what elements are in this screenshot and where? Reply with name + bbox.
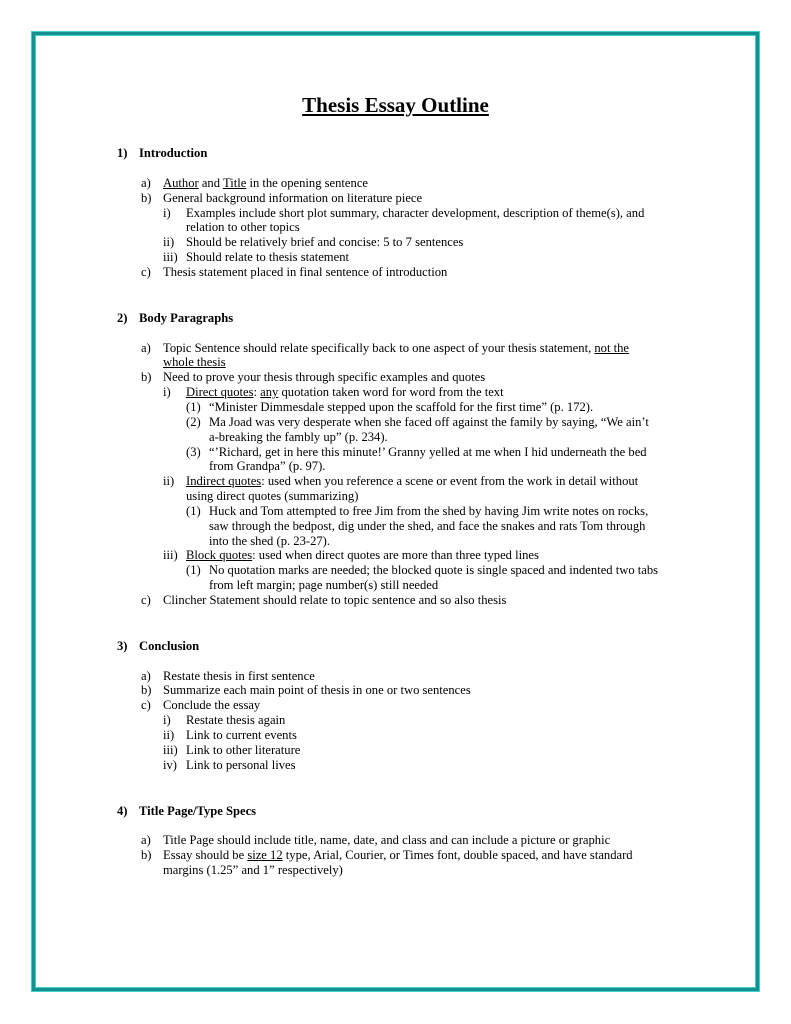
- list-item: [117, 743, 757, 758]
- text-line: [163, 370, 757, 385]
- text: saw through the bedpost, dig under the shed, and face the snakes and rats Tom through: [209, 518, 646, 533]
- list-marker: b): [141, 683, 152, 698]
- section-1: [117, 146, 757, 280]
- text: margins (1.25” and 1” respectively): [163, 863, 343, 878]
- list-marker: a): [141, 340, 151, 355]
- text-line: [163, 848, 757, 863]
- text: “’Richard, get in here this minute!’ Granny yelled at me when I hid underneath the bed: [209, 444, 647, 459]
- section-heading: [117, 146, 757, 161]
- text: Examples include short plot summary, character development, description of theme(s), and: [186, 205, 645, 220]
- underlined-text: Direct quotes: [186, 385, 254, 400]
- list-item: [117, 385, 757, 400]
- text-line: [209, 445, 757, 460]
- text: Link to other literature: [186, 742, 301, 757]
- text: Topic Sentence should relate specifically back to one aspect of your thesis statement,: [163, 340, 595, 355]
- text-line: [186, 220, 757, 235]
- text: from left margin; page number(s) still needed: [209, 578, 439, 593]
- list-item: [117, 833, 757, 848]
- text-line: [209, 519, 757, 534]
- text-line: [186, 489, 757, 504]
- list-item: [117, 265, 757, 280]
- text: Link to personal lives: [186, 757, 296, 772]
- underlined-text: any: [260, 385, 279, 400]
- list-marker: iii): [163, 742, 178, 757]
- list-item: [117, 504, 757, 549]
- text: Title Page should include title, name, date, and class and can include a picture or graphic: [163, 833, 611, 848]
- underlined-text: Author: [163, 175, 199, 190]
- text-line: [209, 459, 757, 474]
- text-line: [186, 474, 757, 489]
- text: Thesis statement placed in final sentence of introduction: [163, 264, 448, 279]
- text-line: [209, 415, 757, 430]
- list-marker: a): [141, 833, 151, 848]
- list-item: [117, 728, 757, 743]
- text: Summarize each main point of thesis in one or two sentences: [163, 683, 471, 698]
- text: Clincher Statement should relate to topic sentence and so also thesis: [163, 592, 507, 607]
- list-item: [117, 370, 757, 385]
- text-line: [163, 176, 757, 191]
- list-item: [117, 191, 757, 206]
- text: and: [198, 175, 223, 190]
- section-2: [117, 311, 757, 608]
- text: General background information on literature piece: [163, 190, 423, 205]
- list-item: [117, 341, 757, 371]
- text-line: [163, 683, 757, 698]
- list-marker: b): [141, 370, 152, 385]
- list-marker: (3): [186, 444, 201, 459]
- list-marker: c): [141, 592, 151, 607]
- text-line: [209, 504, 757, 519]
- list-marker: (1): [186, 399, 201, 414]
- section-number: 1): [117, 146, 128, 160]
- list-item: [117, 548, 757, 563]
- text: Link to current events: [186, 728, 297, 742]
- underlined-text: whole thesis: [163, 355, 226, 370]
- underlined-text: Block quotes: [186, 548, 253, 563]
- list-item: [117, 698, 757, 713]
- text: Should be relatively brief and concise: 5 to 7 sentences: [186, 235, 464, 250]
- section-number: 2): [117, 310, 128, 325]
- text-line: [163, 341, 757, 356]
- list-marker: a): [141, 668, 151, 683]
- text-line: [186, 758, 757, 773]
- text-line: [186, 743, 757, 758]
- text: Restate thesis again: [186, 713, 286, 728]
- section-heading: [117, 639, 757, 654]
- text-line: [163, 191, 757, 206]
- list-item: [117, 563, 757, 593]
- section-heading-text: Title Page/Type Specs: [139, 803, 257, 818]
- list-marker: i): [163, 205, 171, 220]
- section-heading-text: Introduction: [139, 146, 208, 160]
- text-line: [186, 206, 757, 221]
- list-marker: iv): [163, 757, 177, 772]
- list-item: [117, 415, 757, 445]
- text: Ma Joad was very desperate when she faced off against the family by saying, “We ain’t: [209, 414, 649, 429]
- list-item: [117, 758, 757, 773]
- text-line: [186, 548, 757, 563]
- list-item: [117, 848, 757, 878]
- section-heading: [117, 311, 757, 326]
- list-marker: (1): [186, 563, 201, 578]
- underlined-text: Title: [222, 175, 247, 190]
- text-line: [163, 833, 757, 848]
- text: in the opening sentence: [246, 175, 368, 190]
- text-line: [209, 563, 757, 578]
- text-line: [186, 713, 757, 728]
- text-line: [209, 430, 757, 445]
- text-line: [186, 250, 757, 265]
- section-number: 4): [117, 803, 128, 818]
- text-line: [163, 593, 757, 608]
- list-item: [117, 713, 757, 728]
- text: “Minister Dimmesdale stepped upon the scaffold for the first time” (p. 172).: [209, 399, 594, 414]
- text-line: [209, 400, 757, 415]
- list-item: [117, 593, 757, 608]
- text: a-breaking the fambly up” (p. 234).: [209, 429, 388, 444]
- text-line: [163, 669, 757, 684]
- section-heading-text: Body Paragraphs: [139, 310, 234, 325]
- text: Need to prove your thesis through specific examples and quotes: [163, 370, 486, 385]
- list-item: [117, 250, 757, 265]
- text: : used when direct quotes are more than three typed lines: [252, 548, 539, 563]
- outline: [117, 146, 757, 909]
- list-item: [117, 445, 757, 475]
- text-line: [209, 534, 757, 549]
- text-line: [163, 355, 757, 370]
- list-marker: (2): [186, 414, 201, 429]
- list-marker: iii): [163, 250, 178, 265]
- list-marker: b): [141, 848, 152, 863]
- text: :: [253, 385, 261, 400]
- text-line: [163, 265, 757, 280]
- list-marker: c): [141, 264, 151, 279]
- list-marker: b): [141, 190, 152, 205]
- list-marker: i): [163, 385, 171, 400]
- text: into the shed (p. 23-27).: [209, 533, 331, 548]
- underlined-text: Indirect quotes: [186, 474, 262, 489]
- text: Huck and Tom attempted to free Jim from the shed by having Jim write notes on rocks,: [209, 503, 649, 518]
- list-marker: ii): [163, 474, 175, 489]
- text-line: [209, 578, 757, 593]
- text-line: [186, 385, 757, 400]
- text-line: [186, 235, 757, 250]
- text: Should relate to thesis statement: [186, 250, 349, 265]
- list-marker: iii): [163, 548, 178, 563]
- text-line: [163, 698, 757, 713]
- list-marker: c): [141, 698, 151, 713]
- list-marker: ii): [163, 728, 175, 742]
- list-item: [117, 669, 757, 684]
- list-item: [117, 400, 757, 415]
- list-marker: a): [141, 175, 151, 190]
- list-marker: ii): [163, 235, 175, 250]
- text: from Grandpa” (p. 97).: [209, 459, 326, 474]
- section-3: [117, 639, 757, 773]
- list-item: [117, 176, 757, 191]
- text: Essay should be: [163, 848, 248, 863]
- list-item: [117, 206, 757, 236]
- section-4: [117, 804, 757, 878]
- section-heading: [117, 804, 757, 819]
- list-marker: i): [163, 713, 171, 728]
- list-item: [117, 235, 757, 250]
- page-title: Thesis Essay Outline: [302, 93, 489, 117]
- underlined-text: not the: [594, 340, 630, 355]
- text-line: [186, 728, 757, 743]
- text: Conclude the essay: [163, 698, 261, 713]
- text: quotation taken word for word from the text: [278, 385, 504, 400]
- list-marker: (1): [186, 503, 201, 518]
- text: Restate thesis in first sentence: [163, 668, 315, 683]
- text: : used when you reference a scene or event from the work in detail without: [261, 474, 639, 489]
- list-item: [117, 474, 757, 504]
- text: type, Arial, Courier, or Times font, double spaced, and have standard: [282, 848, 633, 863]
- text-line: [163, 863, 757, 878]
- underlined-text: size 12: [247, 848, 283, 863]
- text: No quotation marks are needed; the blocked quote is single spaced and indented two tabs: [209, 563, 659, 578]
- section-heading-text: Conclusion: [139, 638, 200, 653]
- text: using direct quotes (summarizing): [186, 489, 359, 504]
- section-number: 3): [117, 638, 128, 653]
- text: relation to other topics: [186, 220, 300, 235]
- list-item: [117, 683, 757, 698]
